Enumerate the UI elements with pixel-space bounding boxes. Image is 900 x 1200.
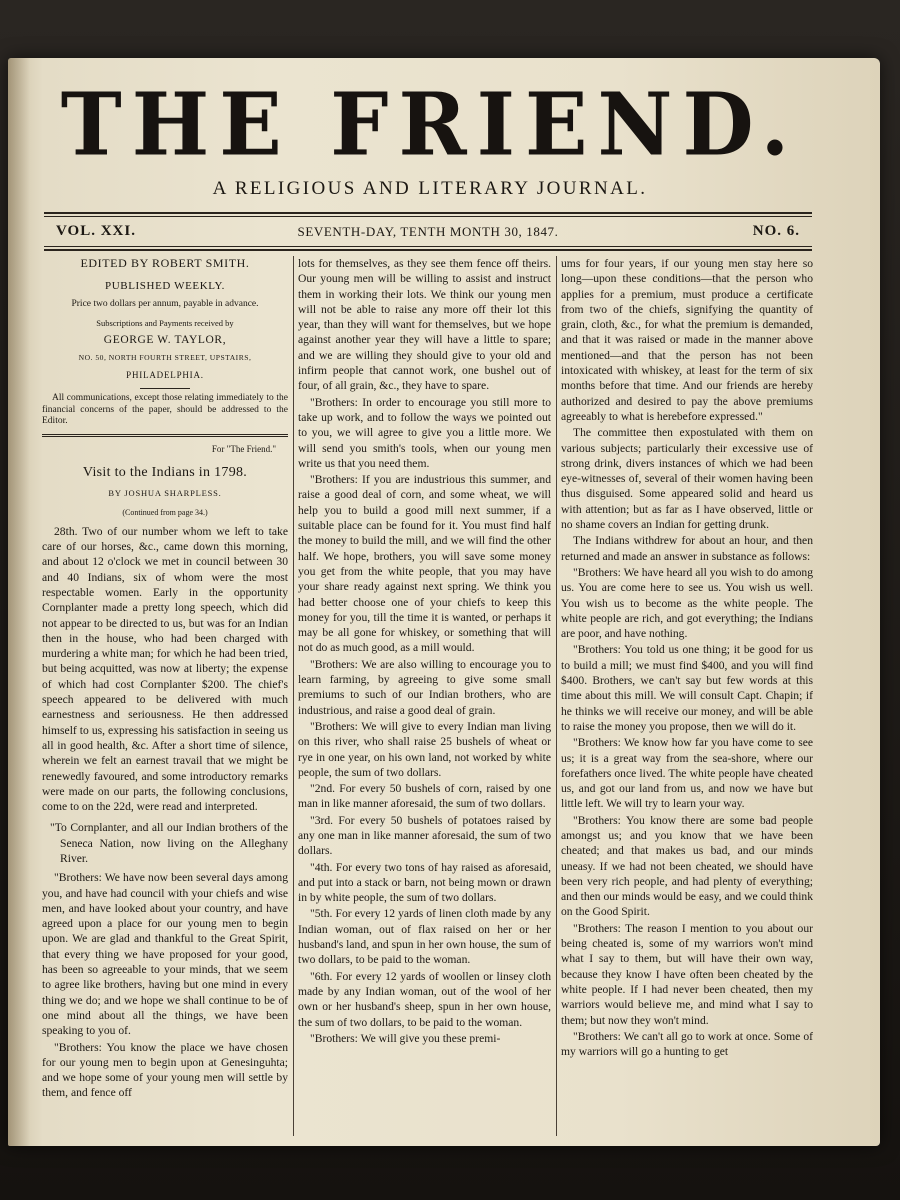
article-paragraph: 28th. Two of our number whom we left to take care of our horses, &c., came down this morning, and about 12 o'clock we met in council between 30 and 40 Indians, six of whom were the most respectable women. Early in the opportunity Cornplanter made a pretty long speech, which did not appear to be directed to us, but was for an Indian then in the house, who had been charged with murdering a white man; for which he had been tried, but being acquitted, was now at liberty; the expense of which had cost Cornplanter $200. The chief's speech appeared to be delivered with much earnestness and seriousness. He then addressed himself to us, expressing his satisfaction in seeing us all in good health, &c. After a short time of silence, wherein we felt an earnest travail that we might be renewedly favoured, and some introductory remarks were made on our parts, the following conclusions, come to on the 22d, were read and interpreted. (42, 524, 288, 814)
masthead-rule-top (44, 212, 812, 214)
issue-date: SEVENTH-DAY, TENTH MONTH 30, 1847. (297, 224, 559, 239)
article-paragraph: The committee then expostulated with them on various subjects; particularly their excessive use of strong drink, divers instances of which we had been eye-witnesses of, several of their women having been thus disguised. Some appeared solid and heard us with attention; but as far as I have observed, little or no shame covers an Indian for getting drunk. (561, 426, 813, 532)
agent-address: NO. 50, NORTH FOURTH STREET, UPSTAIRS, (78, 353, 252, 363)
article-title: Visit to the Indians in 1798. (82, 464, 248, 480)
article-byline: BY JOSHUA SHARPLESS. (108, 488, 222, 499)
column-2 (298, 256, 551, 1046)
article-paragraph: "Brothers: You know there are some bad people amongst us; and you know that we have been cheated; and that makes us bad, and our minds uneasy. If we had not been cheated, we should have been very rich people, and had plenty of everything; and then our minds would be easy, and we could think on the Good Spirit. (561, 813, 814, 919)
article-paragraph: "3rd. For every 50 bushels of potatoes raised by any one man in like manner aforesaid, the sum of two dollars. (298, 813, 551, 858)
article-paragraph: "4th. For every two tons of hay raised as aforesaid, and put into a stack or barn, not being mown or drawn in by white people, the sum of two dollars. (298, 860, 551, 905)
column-3 (561, 256, 813, 1059)
article-paragraph: "Brothers: If you are industrious this summer, and raise a good deal of corn, and some wheat, we will help you to build a good mill next summer, if a suitable place can be found for it. You must find half the money to build the mill, and we will find the other half. We hope, brothers, you will save some money you get from the white people, that you may have your share ready against next spring. We think you had better choose one of your chiefs to keep this money for you, till the time it is wanted, or perhaps it may be all gone for whiskey, or something that will not do as much good, as a mill would. (298, 473, 551, 655)
article-paragraph: The Indians withdrew for about an hour, and then returned and made an answer in substance as follows: (561, 534, 813, 563)
editorial-notice: All communications, except those relating immediately to the financial concerns of the paper, should be addressed to the Editor. (42, 393, 288, 427)
section-rule (42, 434, 288, 437)
article-paragraph: "Brothers: We will give you these premi- (310, 1031, 501, 1045)
article-paragraph: lots for themselves, as they see them fence off theirs. Our young men will be willing to assist and instruct them in working their lots. We think our young men will not be able to raise any more off their lot this year, than they will want for themselves, but we hope against another year they will have a little to spare; and we are willing they should give to your old and infirm people that cannot work, one bushel out of four, of all grain, &c., they have to spare. (298, 257, 551, 393)
article-paragraph: "Brothers: We know how far you have come to see us; it is a great way from the sea-shore, where our forefathers once lived. The white people have cheated us, and got our land from us, and now we have but little left. We will try to learn your way. (561, 736, 813, 811)
page-spine-shadow (8, 58, 30, 1146)
editor-line: EDITED BY ROBERT SMITH. (80, 256, 250, 270)
article-paragraph: "5th. For every 12 yards of linen cloth made by any Indian woman, out of flax raised on her or her husband's land, and spun in her own house, the sum of two dollars, to be paid to the woman. (298, 907, 551, 967)
article-paragraph: "2nd. For every 50 bushels of corn, raised by one man in like manner aforesaid, the sum of two dollars. (298, 782, 551, 811)
article-paragraph: "Brothers: You told us one thing; it be good for us to build a mill; we must find $400, and you will find $400. Brothers, we can't say but few words at this time about this mill. We will consult Capt. Chapin; if he thinks we will receive our money, and will be able to raise the money you propose, then we will do it. (561, 643, 813, 733)
article-paragraph: ums for four years, if our young men stay here so long—upon these conditions—that the person who applies for a premium, must produce a certificate from two of the chiefs, signifying the quantity of grain, cloth, &c., for what the premium is demanded, and that it was raised or made in the manner above mentioned—and that the person has not been intoxicated with whiskey, at least for the term of six months before that time. And our friends are hereby authorized and desired to pay the above premiums agreeably to what is herebefore expressed." (561, 257, 813, 423)
editorial-box (42, 256, 288, 383)
published-line: PUBLISHED WEEKLY. (105, 280, 225, 293)
dateline-rule-bottom (44, 249, 812, 251)
column-1 (42, 256, 288, 1101)
newspaper-subtitle: A RELIGIOUS AND LITERARY JOURNAL. (212, 178, 648, 199)
article-continued-note: (Continued from page 34.) (122, 508, 208, 518)
agent-name: GEORGE W. TAYLOR, (103, 334, 227, 347)
price-line: Price two dollars per annum, payable in advance. (71, 298, 259, 309)
newspaper-title: THE FRIEND. (60, 74, 800, 176)
column-divider-2 (556, 256, 557, 1136)
masthead-rule-top-thin (44, 216, 812, 217)
agent-city: PHILADELPHIA. (126, 369, 204, 380)
article-for-line: For "The Friend." (211, 443, 276, 454)
masthead (44, 74, 816, 200)
article-paragraph: "Brothers: We have now been several days among you, and have had council with your chiefs and wise men, and have looked about your country, and have agreed upon a place for our young men to begin upon. We are glad and thankful to the Great Spirit, that every thing we have proposed for your good, has been so agreeable to your minds, that we seem to agree like brothers, having but one mind in every thing we do; and we hope we shall continue to be of one mind about all the things, we have been speaking to you of. (42, 871, 288, 1038)
dateline-rule-thin (44, 246, 812, 247)
article-paragraph: "Brothers: We have heard all you wish to do among us. You are come here to see us. You wish us well. You wish us to become as the white people. The white people are rich, and got everything; the Indians are poor, and have nothing. (561, 565, 813, 641)
newspaper-page (8, 58, 880, 1146)
column-divider-1 (293, 256, 294, 1136)
article-paragraph: "Brothers: In order to encourage you still more to take up work, and to follow the ways we pointed out to you, we will agree to give you a little more. We will send you smith's tools, when our young men write us that you need them. (298, 395, 551, 470)
subscriptions-line: Subscriptions and Payments received by (96, 317, 234, 328)
dateline (48, 221, 808, 243)
article-paragraph: "Brothers: The reason I mention to you about our being cheated is, some of my warriors won't mind what I say to them, but will have their own way, because they know I have often been cheated by the white people. If I had never been cheated, then my warriors would believe me, and mind what I say to them; but now they won't mind. (561, 921, 813, 1027)
issue-number: NO. 6. (752, 223, 800, 239)
article-paragraph: "Brothers: You know the place we have chosen for our young men to begin upon at Genesinguhta; and we hope some of your young men will settle by them, and fence off (42, 1040, 288, 1100)
volume-number: VOL. XXI. (56, 223, 136, 239)
article-paragraph: "6th. For every 12 yards of woollen or linsey cloth made by any Indian woman, out of the wool of her own or her husband's sheep, spun in her own house, the sum of two dollars, to be paid to the woman. (298, 969, 551, 1029)
article-paragraph: "Brothers: We will give to every Indian man living on this river, who shall raise 25 bushels of wheat or rye in one year, on his own land, not worked by white people, the sum of two dollars. (298, 719, 551, 779)
editorial-dash (140, 388, 190, 389)
article-paragraph: "Brothers: We are also willing to encourage you to learn farming, by agreeing to give some small premiums to such of our Indian brothers, who are industrious, and raise a good deal of grain. (298, 657, 551, 717)
article-paragraph: "To Cornplanter, and all our Indian brothers of the Seneca Nation, now living on the Alleghany River. (50, 821, 288, 865)
article-paragraph: "Brothers: We can't all go to work at once. Some of my warriors will go a hunting to get (561, 1029, 813, 1059)
